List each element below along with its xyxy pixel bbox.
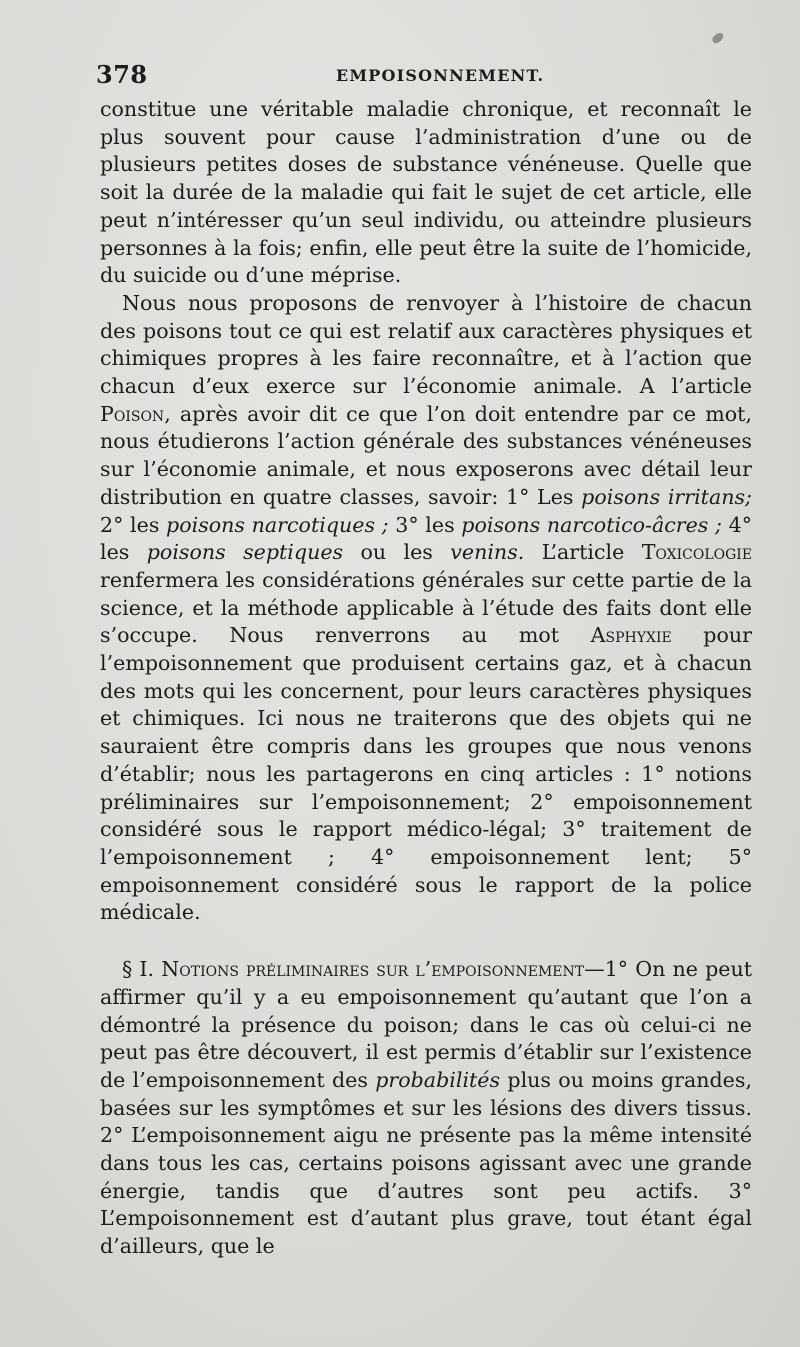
paragraph-continuation: constitue une véritable maladie chronique, et reconnaît le plus souvent pour cause l’administration d’une ou de plusieurs petites doses de substance vénéneuse. Quelle que soit la durée de la maladie qui fait le sujet de cet article, elle peut n’intéresser qu’un seul individu, ou atteindre plusieurs personnes à la fois; enfin, elle peut être la suite de l’homicide, du suicide ou d’une méprise. [100, 97, 752, 288]
section-heading: § I. Notions préliminaires sur l’empoisonnement [122, 957, 585, 982]
text-run: —1° On ne peut affirmer qu’il y a eu empoisonnement qu’autant que l’on a démontré la présence du poison; dans le cas où celui-ci ne peut pas être découvert, il est permis d’établir sur l’existence de l’empoisonnement des [100, 957, 752, 1092]
section-spacer [100, 927, 752, 956]
text-run: plus ou moins grandes, basées sur les symptômes et sur les lésions des divers tissus. 2° L’empoisonnement aigu ne présente pas la même intensité dans tous les cas, certains poisons agissant avec une grande énergie, tandis que d’autres sont peu actifs. 3° L’empoisonnement est d’autant plus grave, tout étant égal d’ailleurs, que le [100, 1067, 752, 1259]
body-text [100, 96, 752, 1261]
section-1-paragraph [100, 956, 752, 1261]
text-run: renfermera les considérations générales sur cette partie de la science, et la méthode applicable à l’étude des faits dont elle s’occupe. Nous renverrons au mot [100, 567, 752, 648]
page-number: 378 [96, 60, 148, 89]
text-run: 3° les [395, 512, 455, 537]
cross-reference-toxicologie: Toxicologie [641, 540, 753, 565]
text-run: , après avoir dit ce que l’on doit entendre par ce mot, nous étudierons l’action générale des substances vénéneuses sur l’économie animale, et nous exposerons avec détail leur distribution en quatre classes, savoir: 1° Les [100, 401, 752, 509]
text-run: 2° les [100, 512, 160, 537]
text-run: L’article [541, 540, 625, 565]
italic-term: venins. [450, 540, 525, 565]
header-title: EMPOISONNEMENT. [336, 66, 545, 85]
paragraph-plan [100, 290, 752, 927]
text-run: 4° les [100, 512, 752, 565]
italic-term: poisons narcotico-âcres ; [461, 512, 722, 537]
text-run: Nous nous proposons de renvoyer à l’histoire de chacun des poisons tout ce qui est relatif aux caractères physiques et chimiques propres à les faire reconnaître, et à l’action que chacun d’eux exerce sur l’économie animale. A l’article [100, 290, 752, 399]
text-run: ou les [360, 540, 433, 565]
cross-reference-asphyxie: Asphyxie [590, 623, 672, 648]
ink-spot [711, 32, 725, 45]
text-run: pour l’empoisonnement que produisent certains gaz, et à chacun des mots qui les concernent, pour leurs caractères physiques et chimiques. Ici nous ne traiterons que des objets qui ne sauraient être compris dans les groupes que nous venons d’établir; nous les partagerons en cinq articles : 1° notions préliminaires sur l’empoisonnement; 2° empoisonnement considéré sous le rapport médico-légal; 3° traitement de l’empoisonnement ; 4° empoisonnement lent; 5° empoisonnement considéré sous le rapport de la police médicale. [100, 623, 752, 925]
italic-term: poisons narcotiques ; [166, 512, 389, 537]
italic-term: probabilités [375, 1067, 501, 1092]
running-head [96, 60, 756, 94]
cross-reference-poison: Poison [100, 401, 165, 426]
italic-term: poisons irritans; [581, 484, 753, 509]
italic-term: poisons septiques [146, 540, 344, 565]
